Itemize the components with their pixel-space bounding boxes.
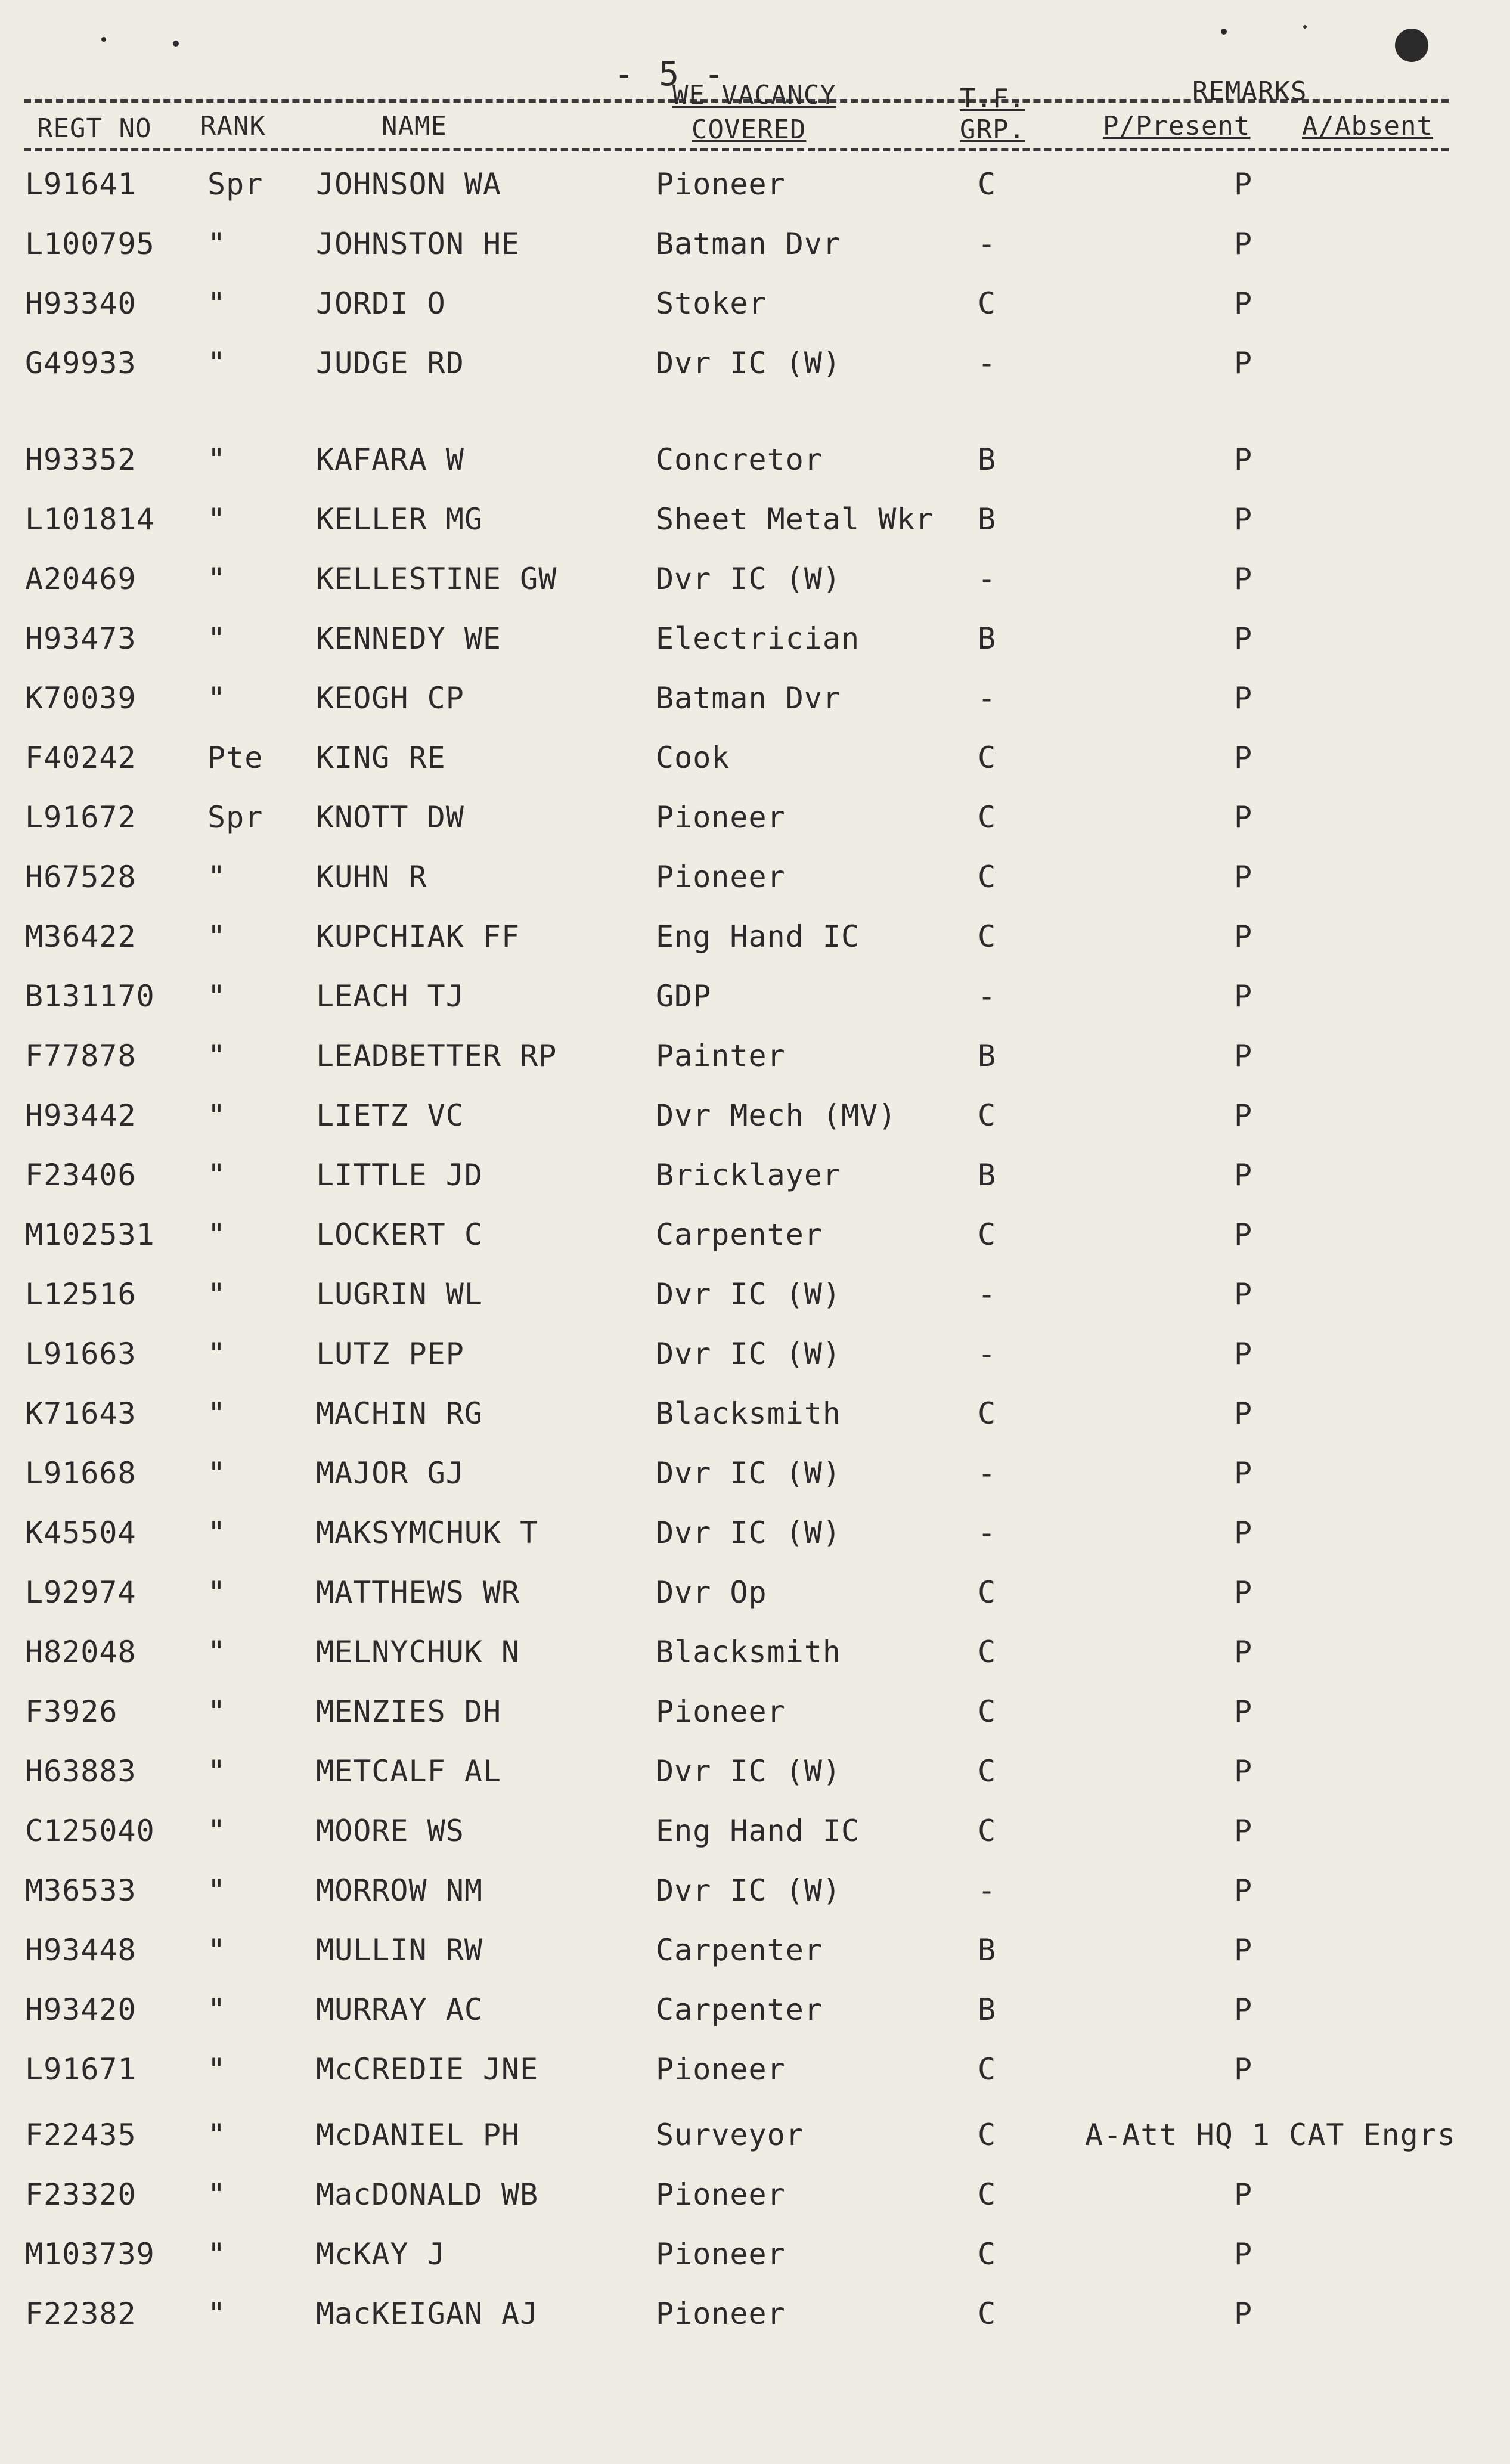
table-row	[0, 1694, 1510, 1748]
vacancy-cell: Dvr Op	[656, 1575, 767, 1610]
name-cell: LEACH TJ	[316, 979, 464, 1014]
remark-cell: P	[1234, 621, 1253, 656]
name-cell: MOORE WS	[316, 1814, 464, 1848]
remark-cell: P	[1234, 1217, 1253, 1252]
vacancy-cell: Eng Hand IC	[656, 919, 860, 954]
tf-grp-cell: B	[978, 442, 997, 477]
rank-cell: "	[207, 1873, 227, 1908]
tf-grp-cell: B	[978, 502, 997, 537]
name-cell: MURRAY AC	[316, 1992, 483, 2027]
tf-grp-cell: C	[978, 1217, 997, 1252]
name-cell: LEADBETTER RP	[316, 1039, 557, 1073]
vacancy-cell: Carpenter	[656, 1992, 823, 2027]
tf-grp-cell: C	[978, 1814, 997, 1848]
vacancy-cell: Dvr IC (W)	[656, 562, 842, 596]
rank-cell: "	[207, 1754, 227, 1789]
tf-grp-cell: -	[978, 227, 997, 261]
vacancy-cell: Dvr IC (W)	[656, 1754, 842, 1789]
rank-cell: "	[207, 681, 227, 715]
name-cell: MacDONALD WB	[316, 2177, 539, 2212]
rank-cell: Pte	[207, 740, 263, 775]
remark-cell: P	[1234, 1098, 1253, 1133]
table-row	[0, 740, 1510, 794]
table-row	[0, 1814, 1510, 1867]
vacancy-cell: Sheet Metal Wkr	[656, 502, 934, 537]
table-row	[0, 1277, 1510, 1331]
remark-cell: P	[1234, 227, 1253, 261]
table-row	[0, 919, 1510, 973]
tf-grp-cell: -	[978, 979, 997, 1014]
table-row	[0, 502, 1510, 556]
name-cell: MORROW NM	[316, 1873, 483, 1908]
remark-cell: P	[1234, 2052, 1253, 2087]
table-row	[0, 167, 1510, 221]
tf-grp-cell: C	[978, 1575, 997, 1610]
tf-grp-cell: C	[978, 740, 997, 775]
table-row	[0, 1933, 1510, 1986]
name-cell: KUPCHIAK FF	[316, 919, 520, 954]
table-row	[0, 562, 1510, 615]
name-cell: MATTHEWS WR	[316, 1575, 520, 1610]
rank-cell: "	[207, 1217, 227, 1252]
tf-grp-cell: C	[978, 1396, 997, 1431]
vacancy-cell: Dvr IC (W)	[656, 1515, 842, 1550]
regt-no-cell: F77878	[25, 1039, 137, 1073]
name-cell: JOHNSON WA	[316, 167, 502, 202]
rank-cell: "	[207, 1933, 227, 1967]
regt-no-cell: F22382	[25, 2296, 137, 2331]
remark-cell: P	[1234, 1277, 1253, 1312]
table-row	[0, 2237, 1510, 2291]
remark-cell: P	[1234, 1754, 1253, 1789]
regt-no-cell: L91641	[25, 167, 137, 202]
remark-cell: P	[1234, 1635, 1253, 1669]
tf-grp-cell: B	[978, 621, 997, 656]
table-row	[0, 1992, 1510, 2046]
tf-grp-cell: B	[978, 1158, 997, 1192]
remark-cell: P	[1234, 2237, 1253, 2271]
rank-cell: "	[207, 286, 227, 321]
page-number: - 5 -	[614, 55, 727, 94]
rank-cell: "	[207, 1039, 227, 1073]
rank-cell: "	[207, 1456, 227, 1490]
vacancy-cell: Blacksmith	[656, 1635, 842, 1669]
table-row	[0, 1515, 1510, 1569]
remark-cell: P	[1234, 1456, 1253, 1490]
name-cell: MULLIN RW	[316, 1933, 483, 1967]
rank-cell: "	[207, 919, 227, 954]
remark-cell: P	[1234, 1694, 1253, 1729]
name-cell: KENNEDY WE	[316, 621, 502, 656]
rank-cell: "	[207, 1575, 227, 1610]
tf-grp-cell: C	[978, 2177, 997, 2212]
vacancy-cell: Cook	[656, 740, 730, 775]
rank-cell: "	[207, 1158, 227, 1192]
regt-no-cell: M102531	[25, 1217, 155, 1252]
name-cell: MENZIES DH	[316, 1694, 502, 1729]
tf-grp-cell: -	[978, 681, 997, 715]
remark-cell: P	[1234, 502, 1253, 537]
table-row	[0, 442, 1510, 496]
remark-cell: P	[1234, 1992, 1253, 2027]
vacancy-cell: Pioneer	[656, 860, 786, 894]
header-bottom-rule	[24, 148, 1449, 151]
table-row	[0, 1158, 1510, 1211]
vacancy-cell: Eng Hand IC	[656, 1814, 860, 1848]
header-remarks-absent: A/Absent	[1302, 111, 1433, 141]
tf-grp-cell: C	[978, 919, 997, 954]
name-cell: KNOTT DW	[316, 800, 464, 835]
header-vacancy-covered: COVERED	[692, 114, 807, 145]
regt-no-cell: H93473	[25, 621, 137, 656]
tf-grp-cell: C	[978, 1754, 997, 1789]
ink-speck	[173, 41, 179, 47]
vacancy-cell: Surveyor	[656, 2118, 804, 2152]
remark-cell: P	[1234, 1039, 1253, 1073]
regt-no-cell: L101814	[25, 502, 155, 537]
table-row	[0, 2296, 1510, 2350]
rank-cell: "	[207, 979, 227, 1014]
remark-cell: P	[1234, 1158, 1253, 1192]
vacancy-cell: Dvr Mech (MV)	[656, 1098, 897, 1133]
tf-grp-cell: C	[978, 800, 997, 835]
table-row	[0, 979, 1510, 1033]
remark-cell: P	[1234, 167, 1253, 202]
rank-cell: "	[207, 1635, 227, 1669]
header-remarks: REMARKS	[1192, 76, 1307, 107]
vacancy-cell: Bricklayer	[656, 1158, 842, 1192]
table-row	[0, 1337, 1510, 1390]
vacancy-cell: Dvr IC (W)	[656, 1337, 842, 1371]
table-row	[0, 1456, 1510, 1510]
tf-grp-cell: C	[978, 2237, 997, 2271]
vacancy-cell: GDP	[656, 979, 712, 1014]
regt-no-cell: H93448	[25, 1933, 137, 1967]
regt-no-cell: H93352	[25, 442, 137, 477]
rank-cell: Spr	[207, 167, 263, 202]
name-cell: LITTLE JD	[316, 1158, 483, 1192]
table-row	[0, 1396, 1510, 1450]
remark-cell: P	[1234, 286, 1253, 321]
vacancy-cell: Dvr IC (W)	[656, 1456, 842, 1490]
remark-cell: P	[1234, 1396, 1253, 1431]
remark-cell: P	[1234, 1933, 1253, 1967]
header-regt-no: REGT NO	[37, 113, 152, 144]
rank-cell: "	[207, 1814, 227, 1848]
tf-grp-cell: C	[978, 2296, 997, 2331]
regt-no-cell: H93340	[25, 286, 137, 321]
regt-no-cell: M36533	[25, 1873, 137, 1908]
rank-cell: "	[207, 1396, 227, 1431]
remark-cell: P	[1234, 346, 1253, 380]
tf-grp-cell: -	[978, 1337, 997, 1371]
regt-no-cell: F23320	[25, 2177, 137, 2212]
regt-no-cell: F23406	[25, 1158, 137, 1192]
name-cell: MAKSYMCHUK T	[316, 1515, 539, 1550]
tf-grp-cell: C	[978, 1098, 997, 1133]
table-row	[0, 1575, 1510, 1629]
regt-no-cell: F22435	[25, 2118, 137, 2152]
name-cell: McCREDIE JNE	[316, 2052, 539, 2087]
rank-cell: "	[207, 2237, 227, 2271]
remark-cell: P	[1234, 1814, 1253, 1848]
table-row	[0, 1873, 1510, 1927]
tf-grp-cell: C	[978, 286, 997, 321]
name-cell: KELLER MG	[316, 502, 483, 537]
remark-cell: P	[1234, 1575, 1253, 1610]
name-cell: LOCKERT C	[316, 1217, 483, 1252]
table-row	[0, 621, 1510, 675]
rank-cell: "	[207, 1277, 227, 1312]
regt-no-cell: M36422	[25, 919, 137, 954]
remark-cell: P	[1234, 2296, 1253, 2331]
vacancy-cell: Pioneer	[656, 2296, 786, 2331]
table-row	[0, 1754, 1510, 1808]
regt-no-cell: M103739	[25, 2237, 155, 2271]
ink-speck	[1303, 25, 1307, 29]
name-cell: LIETZ VC	[316, 1098, 464, 1133]
table-row	[0, 227, 1510, 280]
remark-cell: P	[1234, 1337, 1253, 1371]
rank-cell: "	[207, 562, 227, 596]
regt-no-cell: K45504	[25, 1515, 137, 1550]
table-row	[0, 2052, 1510, 2106]
header-tf-grp: GRP.	[960, 114, 1025, 145]
vacancy-cell: Pioneer	[656, 2177, 786, 2212]
tf-grp-cell: C	[978, 1635, 997, 1669]
name-cell: LUGRIN WL	[316, 1277, 483, 1312]
rank-cell: "	[207, 621, 227, 656]
ink-speck	[1395, 29, 1428, 62]
remark-cell: P	[1234, 442, 1253, 477]
regt-no-cell: L91668	[25, 1456, 137, 1490]
header-name: NAME	[382, 111, 447, 141]
rank-cell: "	[207, 1992, 227, 2027]
vacancy-cell: Batman Dvr	[656, 681, 842, 715]
rank-cell: "	[207, 860, 227, 894]
tf-grp-cell: C	[978, 1694, 997, 1729]
tf-grp-cell: B	[978, 1933, 997, 1967]
name-cell: KAFARA W	[316, 442, 464, 477]
name-cell: MAJOR GJ	[316, 1456, 464, 1490]
name-cell: KUHN R	[316, 860, 427, 894]
header-vacancy: WE VACANCY	[672, 80, 836, 110]
regt-no-cell: L91663	[25, 1337, 137, 1371]
table-row	[0, 286, 1510, 340]
table-row	[0, 1217, 1510, 1271]
name-cell: McKAY J	[316, 2237, 446, 2271]
rank-cell: "	[207, 2296, 227, 2331]
rank-cell: "	[207, 2177, 227, 2212]
remark-cell: P	[1234, 681, 1253, 715]
regt-no-cell: G49933	[25, 346, 137, 380]
tf-grp-cell: -	[978, 1873, 997, 1908]
regt-no-cell: H63883	[25, 1754, 137, 1789]
name-cell: LUTZ PEP	[316, 1337, 464, 1371]
vacancy-cell: Dvr IC (W)	[656, 1277, 842, 1312]
rank-cell: "	[207, 227, 227, 261]
rank-cell: "	[207, 502, 227, 537]
table-row	[0, 2177, 1510, 2231]
vacancy-cell: Concretor	[656, 442, 823, 477]
remark-cell: P	[1234, 1873, 1253, 1908]
vacancy-cell: Pioneer	[656, 2052, 786, 2087]
regt-no-cell: L91672	[25, 800, 137, 835]
tf-grp-cell: C	[978, 2052, 997, 2087]
name-cell: MELNYCHUK N	[316, 1635, 520, 1669]
regt-no-cell: H67528	[25, 860, 137, 894]
remark-cell: P	[1234, 562, 1253, 596]
remark-cell: P	[1234, 1515, 1253, 1550]
regt-no-cell: H93420	[25, 1992, 137, 2027]
vacancy-cell: Carpenter	[656, 1217, 823, 1252]
regt-no-cell: K71643	[25, 1396, 137, 1431]
table-row	[0, 1098, 1510, 1152]
vacancy-cell: Pioneer	[656, 800, 786, 835]
name-cell: KEOGH CP	[316, 681, 464, 715]
vacancy-cell: Dvr IC (W)	[656, 346, 842, 380]
tf-grp-cell: -	[978, 1515, 997, 1550]
vacancy-cell: Batman Dvr	[656, 227, 842, 261]
tf-grp-cell: C	[978, 2118, 997, 2152]
regt-no-cell: K70039	[25, 681, 137, 715]
table-row	[0, 860, 1510, 913]
remark-cell: A-Att HQ 1 CAT Engrs	[1085, 2118, 1456, 2152]
vacancy-cell: Pioneer	[656, 1694, 786, 1729]
tf-grp-cell: -	[978, 562, 997, 596]
rank-cell: "	[207, 2052, 227, 2087]
header-remarks-present: P/Present	[1103, 111, 1251, 141]
remark-cell: P	[1234, 919, 1253, 954]
regt-no-cell: H82048	[25, 1635, 137, 1669]
tf-grp-cell: C	[978, 860, 997, 894]
regt-no-cell: F40242	[25, 740, 137, 775]
rank-cell: "	[207, 1098, 227, 1133]
rank-cell: "	[207, 1694, 227, 1729]
name-cell: McDANIEL PH	[316, 2118, 520, 2152]
tf-grp-cell: -	[978, 1277, 997, 1312]
tf-grp-cell: B	[978, 1992, 997, 2027]
header-tf: T.F.	[960, 83, 1025, 114]
name-cell: JOHNSTON HE	[316, 227, 520, 261]
rank-cell: Spr	[207, 800, 263, 835]
rank-cell: "	[207, 2118, 227, 2152]
vacancy-cell: Electrician	[656, 621, 860, 656]
name-cell: MacKEIGAN AJ	[316, 2296, 539, 2331]
ink-speck	[1221, 29, 1227, 35]
rank-cell: "	[207, 1337, 227, 1371]
name-cell: JUDGE RD	[316, 346, 464, 380]
regt-no-cell: H93442	[25, 1098, 137, 1133]
regt-no-cell: B131170	[25, 979, 155, 1014]
header-rank: RANK	[200, 111, 266, 141]
rank-cell: "	[207, 1515, 227, 1550]
name-cell: KING RE	[316, 740, 446, 775]
rank-cell: "	[207, 442, 227, 477]
table-row	[0, 346, 1510, 399]
table-row	[0, 681, 1510, 734]
vacancy-cell: Pioneer	[656, 2237, 786, 2271]
name-cell: MACHIN RG	[316, 1396, 483, 1431]
rank-cell: "	[207, 346, 227, 380]
remark-cell: P	[1234, 2177, 1253, 2212]
name-cell: KELLESTINE GW	[316, 562, 557, 596]
remark-cell: P	[1234, 860, 1253, 894]
regt-no-cell: A20469	[25, 562, 137, 596]
regt-no-cell: L92974	[25, 1575, 137, 1610]
ink-speck	[101, 37, 106, 42]
vacancy-cell: Stoker	[656, 286, 767, 321]
table-row	[0, 2118, 1510, 2171]
remark-cell: P	[1234, 740, 1253, 775]
regt-no-cell: L100795	[25, 227, 155, 261]
vacancy-cell: Blacksmith	[656, 1396, 842, 1431]
vacancy-cell: Dvr IC (W)	[656, 1873, 842, 1908]
table-row	[0, 800, 1510, 854]
remark-cell: P	[1234, 800, 1253, 835]
regt-no-cell: L91671	[25, 2052, 137, 2087]
vacancy-cell: Pioneer	[656, 167, 786, 202]
tf-grp-cell: C	[978, 167, 997, 202]
vacancy-cell: Carpenter	[656, 1933, 823, 1967]
regt-no-cell: F3926	[25, 1694, 118, 1729]
name-cell: JORDI O	[316, 286, 446, 321]
table-row	[0, 1635, 1510, 1688]
tf-grp-cell: B	[978, 1039, 997, 1073]
remark-cell: P	[1234, 979, 1253, 1014]
name-cell: METCALF AL	[316, 1754, 502, 1789]
tf-grp-cell: -	[978, 1456, 997, 1490]
regt-no-cell: L12516	[25, 1277, 137, 1312]
table-row	[0, 1039, 1510, 1092]
vacancy-cell: Painter	[656, 1039, 786, 1073]
tf-grp-cell: -	[978, 346, 997, 380]
regt-no-cell: C125040	[25, 1814, 155, 1848]
